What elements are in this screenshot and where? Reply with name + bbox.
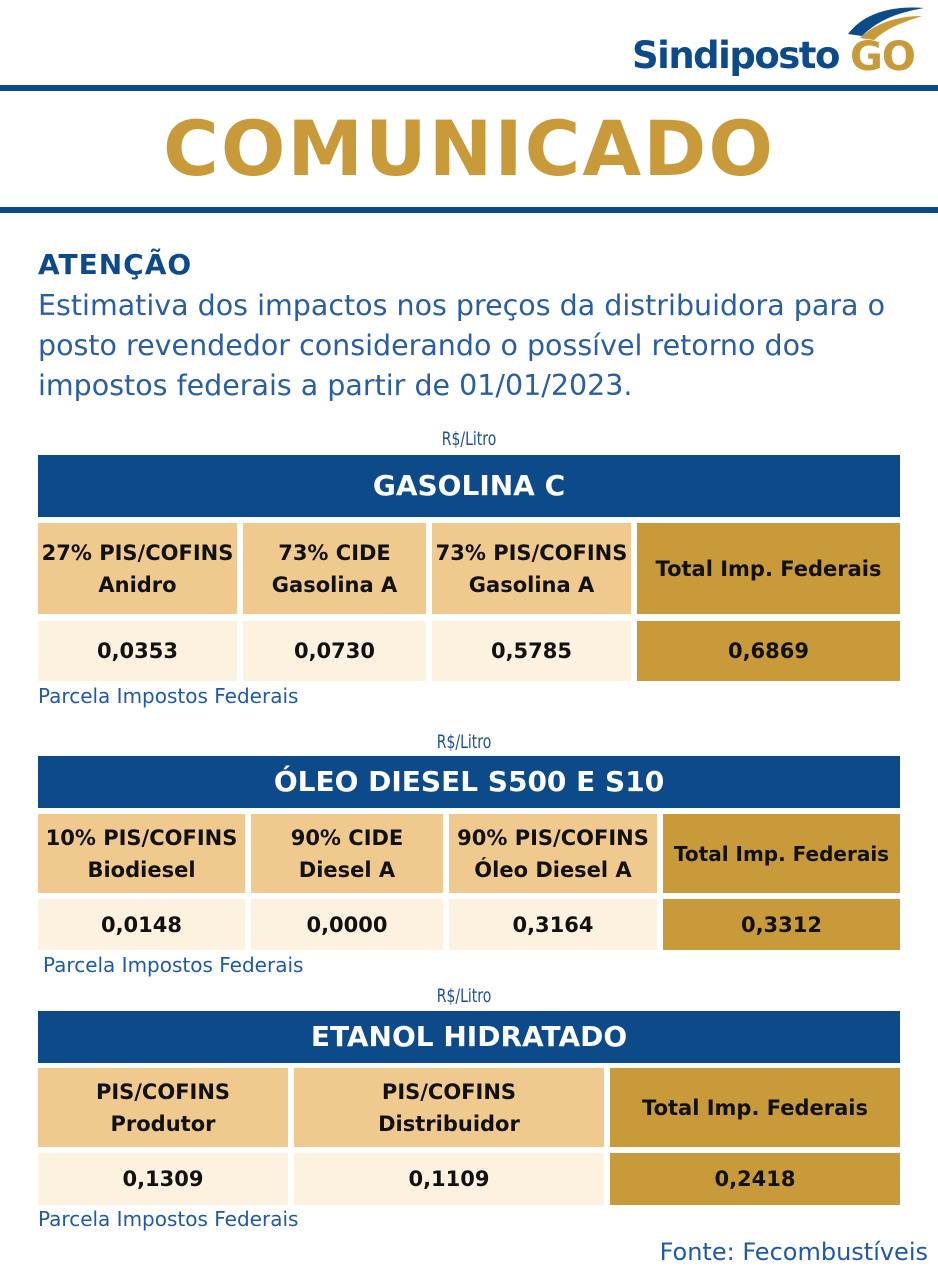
table-value-cell: 0,3164 [449,899,657,950]
table-value-cell: 0,0730 [243,621,426,681]
table-value-cell: 0,0353 [38,621,237,681]
table-header-cell: 90% PIS/COFINS Óleo Diesel A [449,814,657,893]
logo-wordmark: Sindiposto [632,34,839,77]
table-header-total: Total Imp. Federais [610,1068,900,1147]
table-header-cell: 73% CIDE Gasolina A [243,523,426,614]
table-footnote: Parcela Impostos Federais [38,684,299,708]
table-value-cell: 0,1109 [294,1153,604,1205]
page-title: COMUNICADO [163,104,775,193]
table-footnote: Parcela Impostos Federais [38,1207,299,1231]
table-header-cell: 73% PIS/COFINS Gasolina A [432,523,631,614]
attention-label: ATENÇÃO [38,248,193,281]
source-credit: Fonte: Fecombustíveis [659,1238,928,1266]
table-header-cell: PIS/COFINS Produtor [38,1068,288,1147]
table-header-cell: 90% CIDE Diesel A [251,814,443,893]
table-value-total: 0,3312 [663,899,900,950]
table-value-cell: 0,0000 [251,899,443,950]
table-value-total: 0,6869 [637,621,900,681]
table-value-total: 0,2418 [610,1153,900,1205]
sindiposto-logo [632,8,932,78]
table-header-total: Total Imp. Federais [663,814,900,893]
section-title-diesel: ÓLEO DIESEL S500 E S10 [38,756,900,808]
section-title-etanol: ETANOL HIDRATADO [38,1011,900,1063]
table-header-cell: 27% PIS/COFINS Anidro [38,523,237,614]
table-header-cell: 10% PIS/COFINS Biodiesel [38,814,245,893]
table-header-total: Total Imp. Federais [637,523,900,614]
table-value-cell: 0,5785 [432,621,631,681]
section-title-gasolina: GASOLINA C [38,455,900,517]
table-value-cell: 0,1309 [38,1153,288,1205]
table-footnote: Parcela Impostos Federais [43,953,304,977]
logo-suffix: GO [850,34,915,80]
table-header-cell: PIS/COFINS Distribuidor [294,1068,604,1147]
unit-label: R$/Litro [441,428,497,450]
top-divider [0,85,938,91]
unit-label: R$/Litro [436,731,492,753]
unit-label: R$/Litro [436,985,492,1007]
bottom-divider [0,207,938,213]
table-value-cell: 0,0148 [38,899,245,950]
intro-text: Estimativa dos impactos nos preços da distribuidora para o posto revendedor considerando o possível retorno dos impostos federais a partir de 01/01/2023. [38,289,886,402]
